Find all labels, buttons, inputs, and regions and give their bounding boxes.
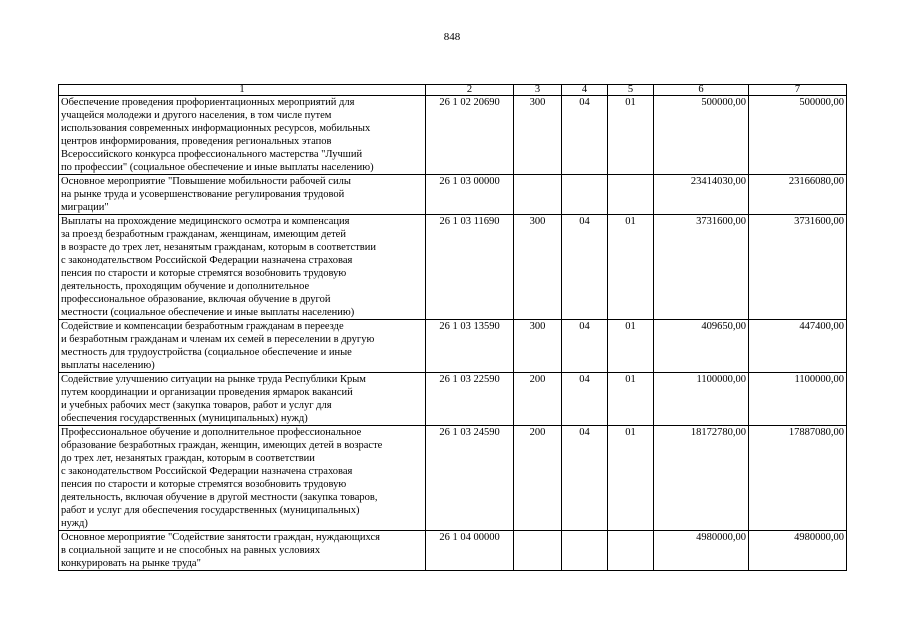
row-col5: 01 xyxy=(608,320,654,373)
row-amount-col6: 18172780,00 xyxy=(654,426,749,531)
row-col4: 04 xyxy=(562,426,608,531)
row-description: Содействие улучшению ситуации на рынке труда Республики Крым путем координации и организации проведения ярмарок вакансий и учебных рабочих мест (закупка товаров, работ и услуг для обеспечения государственных (муниципальных) нужд) xyxy=(59,373,426,426)
column-header: 1 xyxy=(59,85,426,96)
row-code: 26 1 03 11690 xyxy=(426,215,514,320)
row-code: 26 1 03 24590 xyxy=(426,426,514,531)
column-header: 4 xyxy=(562,85,608,96)
row-col4: 04 xyxy=(562,215,608,320)
row-description: Содействие и компенсации безработным гражданам в переезде и безработным гражданам и членам их семей в переселении в другую местность для трудоустройства (социальное обеспечение и иные выплаты населению) xyxy=(59,320,426,373)
column-header: 6 xyxy=(654,85,749,96)
row-description: Основное мероприятие "Повышение мобильности рабочей силы на рынке труда и усовершенствование регулирования трудовой миграции" xyxy=(59,175,426,215)
row-description: Основное мероприятие "Содействие занятости граждан, нуждающихся в социальной защите и не способных на равных условиях конкурировать на рынке труда" xyxy=(59,531,426,571)
row-col3 xyxy=(514,531,562,571)
row-col4 xyxy=(562,175,608,215)
row-description: Обеспечение проведения профориентационных мероприятий для учащейся молодежи и другого населения, в том числе путем использования современных информационных ресурсов, мобильных центров информирования, проведения региональных этапов Всероссийского конкурса профессионального мастерства "Лучший по профессии" (социальное обеспечение и иные выплаты населению) xyxy=(59,96,426,175)
row-code: 26 1 02 20690 xyxy=(426,96,514,175)
row-description: Выплаты на прохождение медицинского осмотра и компенсация за проезд безработным гражданам, женщинам, имеющим детей в возрасте до трех лет, незанятым гражданам, которым в соответствии с законодательством Российской Федерации назначена страховая пенсия по старости и которые стремятся возобновить трудовую деятельность, проходящим обучение и дополнительное профессиональное образование, включая обучение в другой местности (социальное обеспечение и иные выплаты населению) xyxy=(59,215,426,320)
row-col3 xyxy=(514,175,562,215)
row-amount-col7: 1100000,00 xyxy=(749,373,847,426)
row-amount-col6: 500000,00 xyxy=(654,96,749,175)
table-row xyxy=(59,531,847,571)
row-amount-col6: 23414030,00 xyxy=(654,175,749,215)
row-amount-col7: 447400,00 xyxy=(749,320,847,373)
column-header: 2 xyxy=(426,85,514,96)
row-col5: 01 xyxy=(608,215,654,320)
row-col3: 300 xyxy=(514,215,562,320)
row-description: Профессиональное обучение и дополнительное профессиональное образование безработных граждан, женщин, имеющих детей в возрасте до трех лет, незанятых граждан, которым в соответствии с законодательством Российской Федерации назначена страховая пенсия по старости и которые стремятся возобновить трудовую деятельность, включая обучение в другой местности (закупка товаров, работ и услуг для обеспечения государственных (муниципальных) нужд) xyxy=(59,426,426,531)
row-code: 26 1 03 00000 xyxy=(426,175,514,215)
row-amount-col7: 500000,00 xyxy=(749,96,847,175)
row-col5 xyxy=(608,531,654,571)
row-amount-col6: 3731600,00 xyxy=(654,215,749,320)
budget-table xyxy=(58,84,847,571)
row-col5: 01 xyxy=(608,96,654,175)
row-amount-col6: 409650,00 xyxy=(654,320,749,373)
table-row xyxy=(59,320,847,373)
row-col3: 300 xyxy=(514,96,562,175)
row-col5: 01 xyxy=(608,373,654,426)
page-number: 848 xyxy=(443,31,461,43)
row-col3: 300 xyxy=(514,320,562,373)
row-col3: 200 xyxy=(514,426,562,531)
row-amount-col7: 17887080,00 xyxy=(749,426,847,531)
row-amount-col6: 4980000,00 xyxy=(654,531,749,571)
row-col5: 01 xyxy=(608,426,654,531)
row-col4: 04 xyxy=(562,373,608,426)
table-row xyxy=(59,96,847,175)
row-col4: 04 xyxy=(562,320,608,373)
row-amount-col6: 1100000,00 xyxy=(654,373,749,426)
row-col3: 200 xyxy=(514,373,562,426)
table-row xyxy=(59,215,847,320)
row-col4: 04 xyxy=(562,96,608,175)
row-code: 26 1 03 22590 xyxy=(426,373,514,426)
row-code: 26 1 04 00000 xyxy=(426,531,514,571)
column-header: 5 xyxy=(608,85,654,96)
row-code: 26 1 03 13590 xyxy=(426,320,514,373)
table-header-row xyxy=(59,85,847,96)
row-col5 xyxy=(608,175,654,215)
table-row xyxy=(59,373,847,426)
row-amount-col7: 23166080,00 xyxy=(749,175,847,215)
row-col4 xyxy=(562,531,608,571)
table-row xyxy=(59,175,847,215)
table-row xyxy=(59,426,847,531)
column-header: 7 xyxy=(749,85,847,96)
row-amount-col7: 3731600,00 xyxy=(749,215,847,320)
row-amount-col7: 4980000,00 xyxy=(749,531,847,571)
column-header: 3 xyxy=(514,85,562,96)
